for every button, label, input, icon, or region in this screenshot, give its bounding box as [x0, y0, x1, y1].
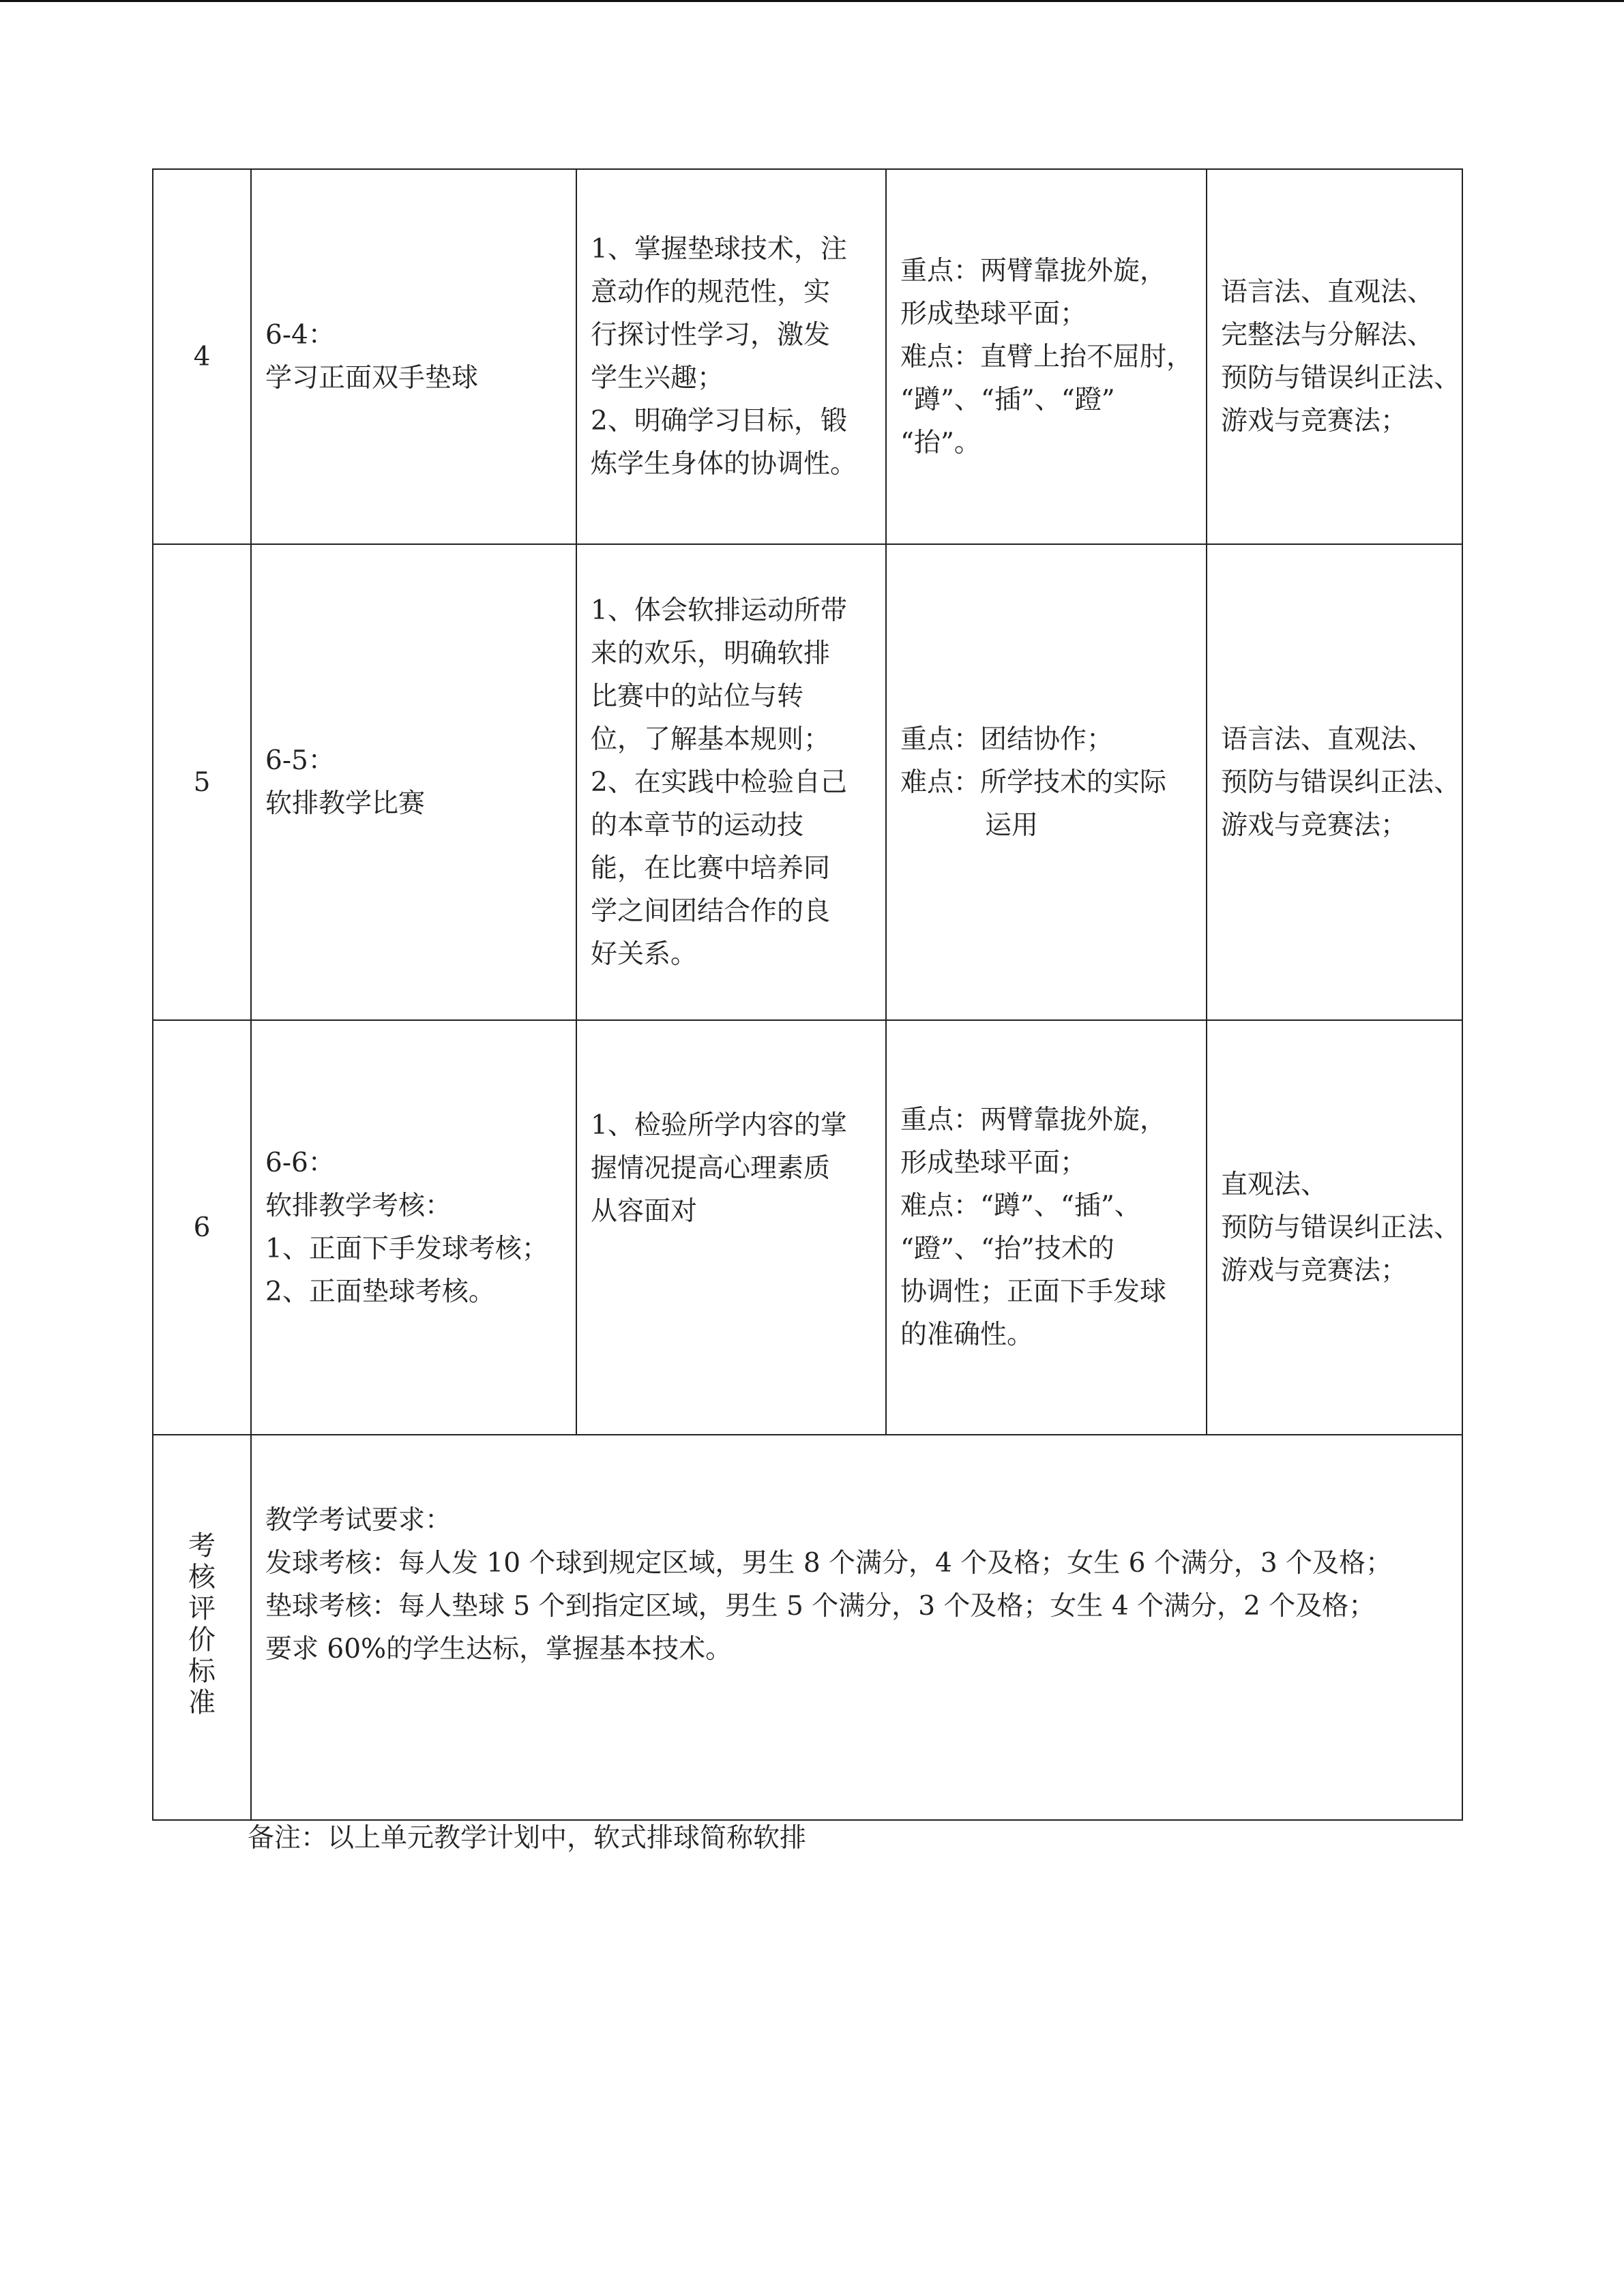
lesson-title-cell — [251, 169, 576, 544]
table-row — [153, 169, 1462, 544]
assessment-line: 垫球考核：每人垫球 5 个到指定区域，男生 5 个满分，3 个及格；女生 4 个满分，2 个及格； — [265, 1590, 1376, 1622]
assessment-spacer — [265, 1671, 1448, 1714]
objective-line: 1、检验所学内容的掌 — [591, 1110, 847, 1141]
footnote: 备注：以上单元教学计划中，软式排球简称软排 — [248, 1823, 807, 1853]
lesson-code: 6-4： — [265, 320, 335, 351]
assessment-label-cell — [153, 1435, 251, 1820]
method-line: 直观法、 — [1221, 1169, 1328, 1200]
method-line: 完整法与分解法、 — [1221, 320, 1434, 351]
methods-cell — [1207, 1020, 1462, 1435]
objective-line: 能，在比赛中培养同 — [591, 852, 831, 884]
lesson-title-cell — [251, 1020, 576, 1435]
assessment-content-cell — [251, 1435, 1462, 1820]
lesson-code: 6-6： — [265, 1148, 335, 1178]
top-border-line — [0, 0, 1624, 2]
objective-line: 从容面对 — [591, 1196, 698, 1227]
objective-line: 行探讨性学习，激发 — [591, 320, 831, 351]
method-line: 游戏与竞赛法； — [1221, 809, 1408, 841]
objectives-cell — [576, 1020, 886, 1435]
objective-line: 1、体会软排运动所带 — [591, 595, 847, 626]
objective-line: 比赛中的站位与转 — [591, 681, 804, 712]
lesson-title: 软排教学比赛 — [265, 788, 426, 819]
objective-line: 来的欢乐，明确软排 — [591, 638, 831, 669]
key-point-line: “蹲”、“插”、“蹬” — [900, 384, 1115, 415]
unit-teaching-plan-table — [152, 168, 1463, 1821]
objective-line: 意动作的规范性，实 — [591, 277, 831, 308]
objective-line: 1、掌握垫球技术，注 — [591, 234, 847, 265]
key-points-cell — [886, 169, 1207, 544]
key-point-line: 难点：直臂上抬不屈肘， — [900, 341, 1194, 372]
assessment-spacer — [265, 1714, 1448, 1757]
lesson-title-cell — [251, 544, 576, 1020]
key-points-cell — [886, 544, 1207, 1020]
key-point-line: 运用 — [985, 809, 1039, 841]
assessment-row — [153, 1435, 1462, 1820]
key-point-line: 重点：两臂靠拢外旋， — [900, 255, 1167, 286]
table-row — [153, 544, 1462, 1020]
key-points-cell — [886, 1020, 1207, 1435]
key-point-line: “蹬”、“抬”技术的 — [900, 1234, 1114, 1264]
method-line: 游戏与竞赛法； — [1221, 406, 1408, 436]
key-point-line: 的准确性。 — [900, 1320, 1034, 1350]
lesson-detail: 1、正面下手发球考核； — [265, 1234, 548, 1264]
objective-line: 的本章节的运动技 — [591, 809, 804, 841]
key-point-line: 难点：“蹲”、“插”、 — [900, 1191, 1141, 1221]
method-line: 语言法、直观法、 — [1221, 724, 1434, 755]
assessment-label: 考核评价标准 — [188, 1530, 216, 1718]
lesson-title: 软排教学考核： — [265, 1191, 452, 1221]
methods-cell — [1207, 544, 1462, 1020]
key-point-line: 难点：所学技术的实际 — [900, 766, 1167, 798]
lesson-code: 6-5： — [265, 745, 335, 776]
objective-line: 学生兴趣； — [591, 363, 724, 393]
objective-line: 好关系。 — [591, 938, 698, 970]
method-line: 预防与错误纠正法、 — [1221, 363, 1461, 393]
method-line: 预防与错误纠正法、 — [1221, 766, 1461, 798]
assessment-line: 要求 60%的学生达标，掌握基本技术。 — [265, 1633, 733, 1665]
objectives-cell — [576, 544, 886, 1020]
assessment-heading: 教学考试要求： — [265, 1504, 452, 1536]
objective-line: 2、在实践中检验自己 — [591, 766, 847, 798]
key-point-line: 形成垫球平面； — [900, 298, 1087, 329]
table-row — [153, 1020, 1462, 1435]
key-point-line: “抬”。 — [900, 427, 981, 458]
lesson-title: 学习正面双手垫球 — [265, 363, 479, 393]
lesson-detail: 2、正面垫球考核。 — [265, 1277, 495, 1307]
assessment-line: 发球考核：每人发 10 个球到规定区域，男生 8 个满分，4 个及格；女生 6 个满分，3 个及格； — [265, 1547, 1393, 1579]
methods-cell — [1207, 169, 1462, 544]
lesson-number: 6 — [153, 1020, 251, 1435]
objective-line: 位，了解基本规则； — [591, 724, 831, 755]
objective-line: 学之间团结合作的良 — [591, 895, 831, 927]
method-line: 游戏与竞赛法； — [1221, 1255, 1408, 1286]
method-line: 语言法、直观法、 — [1221, 277, 1434, 308]
lesson-number: 4 — [153, 169, 251, 544]
objective-line: 握情况提高心理素质 — [591, 1153, 831, 1184]
key-point-line: 重点：两臂靠拢外旋， — [900, 1105, 1167, 1135]
method-line: 预防与错误纠正法、 — [1221, 1212, 1461, 1243]
key-point-line: 形成垫球平面； — [900, 1148, 1087, 1178]
lesson-number: 5 — [153, 544, 251, 1020]
objectives-cell — [576, 169, 886, 544]
key-point-line: 协调性；正面下手发球 — [900, 1277, 1167, 1307]
key-point-line: 重点：团结协作； — [900, 724, 1114, 755]
objective-line: 炼学生身体的协调性。 — [591, 449, 857, 479]
objective-line: 2、明确学习目标，锻 — [591, 406, 847, 436]
